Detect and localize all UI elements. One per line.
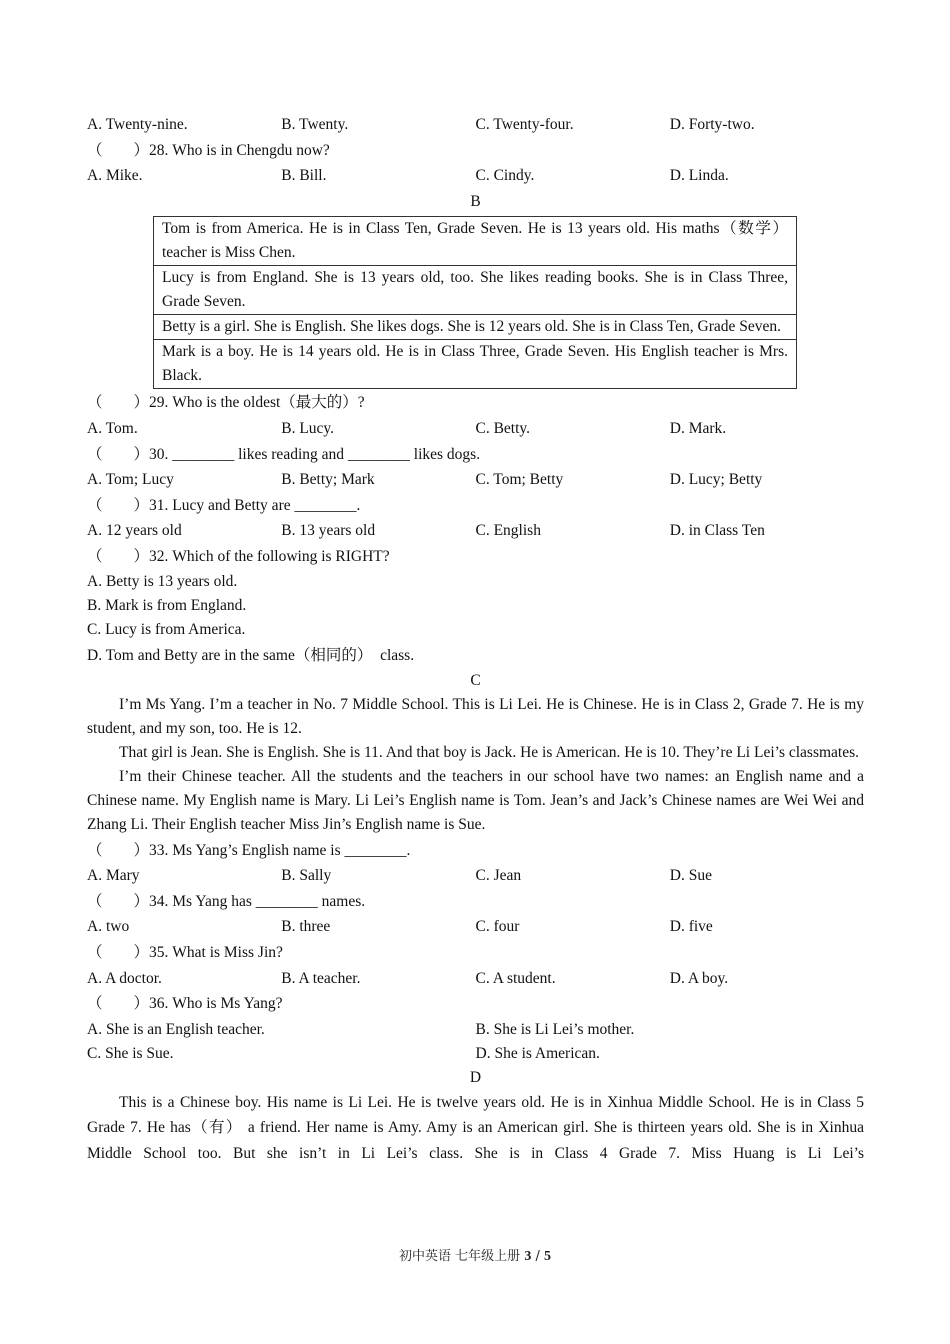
table-cell: Mark is a boy. He is 14 years old. He is in Class Three, Grade Seven. His English teacher is Mrs. Black. (154, 340, 797, 389)
option-d: D. She is American. (475, 1044, 600, 1062)
option-b: B. Twenty. (281, 116, 349, 133)
section-b-heading: B (470, 192, 481, 210)
option-d: D. Tom and Betty are in the same（相同的） class. (87, 646, 415, 664)
question-30: （ ）30. ________ likes reading and ________ likes dogs. (87, 445, 481, 463)
section-d-heading: D (469, 1068, 482, 1086)
option-d: D. A boy. (669, 969, 729, 987)
option-a: A. Tom. (87, 419, 138, 437)
page-total: 5 (543, 1249, 551, 1264)
question-29: （ ）29. Who is the oldest（最大的）? (87, 394, 365, 412)
option-a: A. A doctor. (87, 969, 162, 987)
table-cell: Lucy is from England. She is 13 years old, too. She likes reading books. She is in Class Three, Grade Seven. (154, 266, 797, 315)
option-c: C. Tom; Betty (475, 471, 564, 489)
option-d: D. Linda. (669, 167, 729, 185)
q30-options (87, 467, 864, 493)
option-d: D. Mark. (669, 419, 727, 437)
q33-options (87, 863, 864, 889)
option-c: C. English (475, 522, 541, 540)
option-d: D. Sue (669, 867, 712, 885)
option-c: C. Twenty-four. (475, 116, 574, 133)
page-footer (0, 1245, 950, 1265)
q35-options (87, 966, 864, 992)
table-row (154, 315, 797, 340)
option-c: C. Jean (475, 867, 522, 885)
question-33: （ ）33. Ms Yang’s English name is ________. (87, 841, 411, 859)
question-34: （ ）34. Ms Yang has ________ names. (87, 892, 366, 910)
option-a: A. Mike. (87, 167, 143, 185)
option-a: A. Betty is 13 years old. (87, 572, 238, 590)
option-d: D. Forty-two. (669, 116, 755, 133)
option-b: B. Betty; Mark (281, 471, 375, 489)
option-a: A. two (87, 918, 130, 936)
option-c: C. She is Sue. (87, 1044, 174, 1062)
exam-page (87, 112, 864, 1166)
question-28: （ ）28. Who is in Chengdu now? (87, 141, 330, 159)
question-32: （ ）32. Which of the following is RIGHT? (87, 547, 390, 565)
option-b: B. Bill. (281, 167, 327, 185)
q28-options (87, 163, 864, 189)
table-cell: Betty is a girl. She is English. She likes dogs. She is 12 years old. She is in Class Ten, Grade Seven. (154, 315, 797, 340)
section-c-heading: C (470, 671, 481, 689)
option-b: B. Lucy. (281, 419, 335, 437)
q36-options-row-2 (87, 1042, 864, 1066)
option-a: A. She is an English teacher. (87, 1020, 265, 1038)
page-number: 3 (524, 1249, 532, 1264)
option-a: A. 12 years old (87, 522, 182, 540)
q34-options (87, 914, 864, 940)
option-c: C. Cindy. (475, 167, 535, 185)
option-c: C. Betty. (475, 419, 531, 437)
option-a: A. Twenty-nine. (87, 116, 188, 133)
option-a: A. Mary (87, 867, 140, 885)
footer-label: 初中英语 七年级上册 (399, 1249, 521, 1264)
option-b: B. Sally (281, 867, 332, 885)
table-row (154, 340, 797, 389)
option-d: D. five (669, 918, 713, 936)
q31-options (87, 518, 864, 544)
question-35: （ ）35. What is Miss Jin? (87, 943, 283, 961)
passage-c-paragraph: I’m their Chinese teacher. All the students and the teachers in our school have two names: an English name and a Chinese name. My English name is Mary. Li Lei’s English name is Tom. Jean’s and Jack’s Chinese names are Wei Wei and Zhang Li. Their English teacher Miss Jin’s English name is Sue. (87, 767, 864, 833)
question-31: （ ）31. Lucy and Betty are ________. (87, 496, 361, 514)
option-c: C. four (475, 918, 520, 936)
q27-options (87, 112, 864, 138)
table-row (154, 266, 797, 315)
q36-options-row-1 (87, 1017, 864, 1042)
question-36: （ ）36. Who is Ms Yang? (87, 995, 283, 1013)
option-d: D. in Class Ten (669, 522, 765, 540)
passage-c-paragraph: That girl is Jean. She is English. She is 11. And that boy is Jack. He is American. He is 10. They’re Li Lei’s classmates. (119, 743, 860, 761)
option-c: C. Lucy is from America. (87, 620, 246, 638)
table-cell: Tom is from America. He is in Class Ten, Grade Seven. He is 13 years old. His maths（数学）teacher is Miss Chen. (154, 217, 797, 266)
option-b: B. A teacher. (281, 969, 361, 987)
option-a: A. Tom; Lucy (87, 471, 174, 489)
option-b: B. three (281, 918, 331, 936)
student-info-table (153, 216, 797, 389)
option-b: B. Mark is from England. (87, 596, 247, 614)
option-d: D. Lucy; Betty (669, 471, 763, 489)
table-row (154, 217, 797, 266)
q29-options (87, 416, 864, 442)
passage-d-paragraph: This is a Chinese boy. His name is Li Lei. He is twelve years old. He is in Xinhua Middle School. He is in Class 5 Grade 7. He has（有） a friend. Her name is Amy. Amy is an American girl. She is thirteen years old. She is in Xinhua Middle School too. But she isn’t in Li Lei’s class. She is in Class 4 Grade 7. Miss Huang is Li Lei’s (87, 1093, 864, 1162)
option-b: B. 13 years old (281, 522, 376, 540)
passage-c-paragraph: I’m Ms Yang. I’m a teacher in No. 7 Middle School. This is Li Lei. He is Chinese. He is in Class 2, Grade 7. He is my student, and my son, too. He is 12. (87, 695, 864, 737)
option-b: B. She is Li Lei’s mother. (475, 1020, 635, 1038)
page-separator: / (531, 1249, 544, 1264)
option-c: C. A student. (475, 969, 556, 987)
